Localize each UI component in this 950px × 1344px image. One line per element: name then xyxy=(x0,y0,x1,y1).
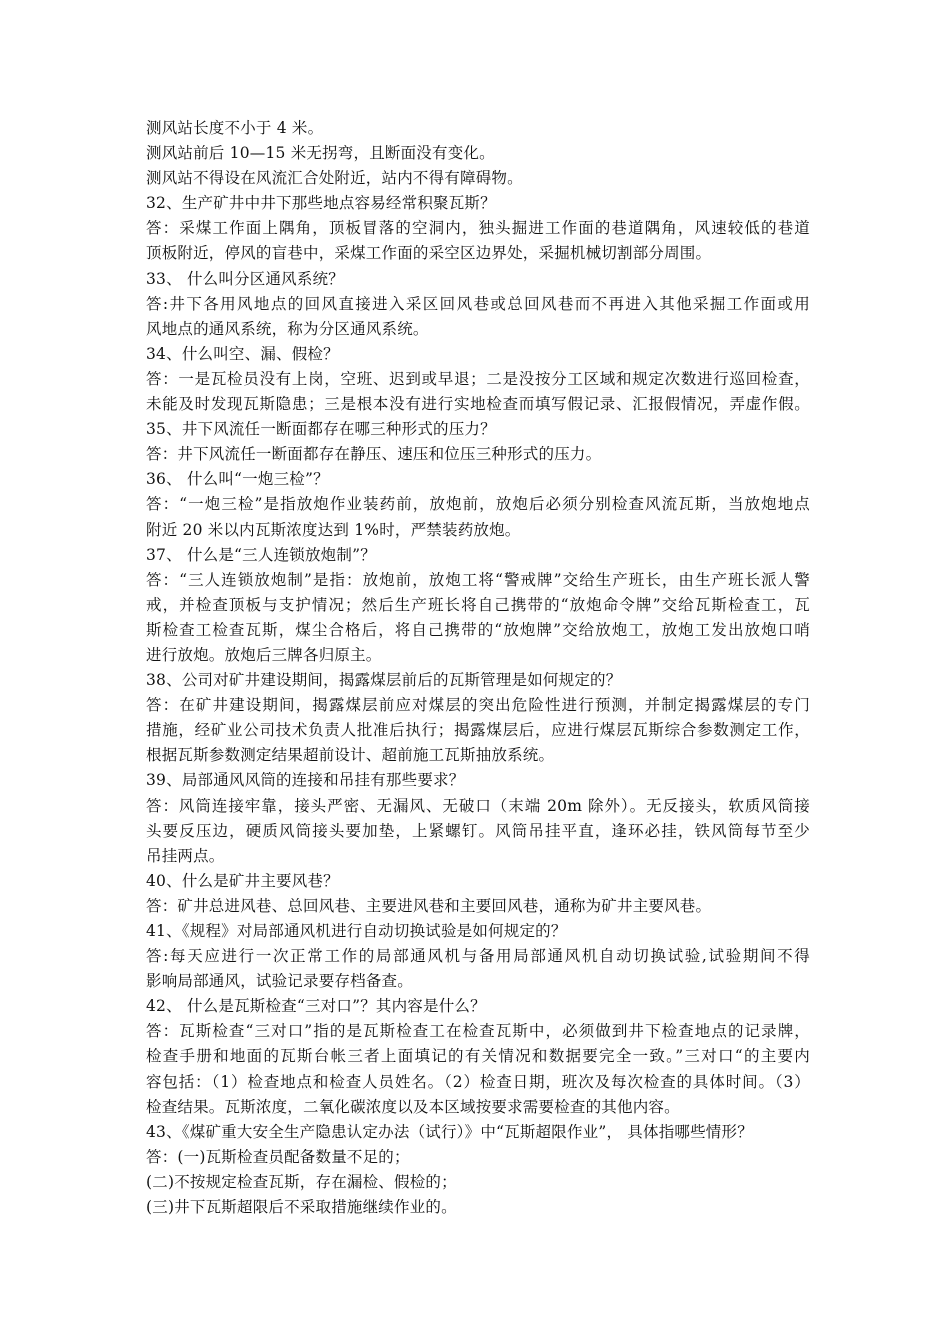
answer-line: 风地点的通风系统，称为分区通风系统。 xyxy=(146,319,429,338)
answer-line: 答：采煤工作面上隅角，顶板冒落的空洞内，独头掘进工作面的巷道隅角，风速较低的巷道 xyxy=(146,219,810,238)
answer-line: 附近 20 米以内瓦斯浓度达到 1%时，严禁装药放炮。 xyxy=(146,520,521,539)
answer-line: 未能及时发现瓦斯隐患；三是根本没有进行实地检查而填写假记录、汇报假情况，弄虚作假。 xyxy=(146,395,810,414)
question-line: 36、 什么叫“一炮三检”？ xyxy=(146,470,329,489)
question-line: 39、局部通风风筒的连接和吊挂有那些要求？ xyxy=(146,771,465,790)
question-line: 40、什么是矿井主要风巷？ xyxy=(146,871,339,890)
document-body xyxy=(146,116,810,1220)
answer-line: 答：瓦斯检查“三对口”指的是瓦斯检查工在检查瓦斯中，必须做到井下检查地点的记录牌， xyxy=(146,1022,810,1041)
question-line: 35、井下风流任一断面都存在哪三种形式的压力？ xyxy=(146,420,496,439)
answer-line: 答：井下风流任一断面都存在静压、速压和位压三种形式的压力。 xyxy=(146,445,602,464)
answer-line: (二)不按规定检查瓦斯，存在漏检、假检的； xyxy=(146,1172,457,1191)
answer-line: 头要反压边，硬质风筒接头要加垫，上紧螺钉。风筒吊挂平直，逢环必挂，铁风筒每节至少 xyxy=(146,821,810,840)
body-line: 测风站长度不小于 4 米。 xyxy=(146,119,324,137)
answer-line: 答：“三人连锁放炮制”是指：放炮前，放炮工将“警戒牌”交给生产班长，由生产班长派人警 xyxy=(146,570,810,589)
answer-line: 根据瓦斯参数测定结果超前设计、超前施工瓦斯抽放系统。 xyxy=(146,746,555,765)
answer-line: 容包括：（1）检查地点和检查人员姓名。（2）检查日期，班次及每次检查的具体时间。（3） xyxy=(146,1072,810,1091)
answer-line: 吊挂两点。 xyxy=(146,846,225,865)
answer-line: 答：在矿井建设期间，揭露煤层前应对煤层的突出危险性进行预测，并制定揭露煤层的专门 xyxy=(146,696,810,715)
answer-line: 顶板附近，停风的盲巷中，采煤工作面的采空区边界处，采掘机械切割部分周围。 xyxy=(146,244,712,263)
answer-line: 措施，经矿业公司技术负责人批准后执行；揭露煤层后，应进行煤层瓦斯综合参数测定工作， xyxy=(146,721,810,740)
answer-line: 答：矿井总进风巷、总回风巷、主要进风巷和主要回风巷，通称为矿井主要风巷。 xyxy=(146,896,712,915)
answer-line: 答:每天应进行一次正常工作的局部通风机与备用局部通风机自动切换试验,试验期间不得 xyxy=(146,947,810,966)
answer-line: 答：(一)瓦斯检查员配备数量不足的； xyxy=(146,1147,410,1166)
body-line: 测风站不得设在风流汇合处附近，站内不得有障碍物。 xyxy=(146,169,523,188)
question-line: 37、 什么是“三人连锁放炮制”？ xyxy=(146,545,376,564)
question-line: 42、 什么是瓦斯检查“三对口”？其内容是什么？ xyxy=(146,997,486,1016)
answer-line: 影响局部通风，试验记录要存档备查。 xyxy=(146,972,413,991)
question-line: 38、公司对矿井建设期间，揭露煤层前后的瓦斯管理是如何规定的？ xyxy=(146,671,622,690)
answer-line: 答：风筒连接牢靠，接头严密、无漏风、无破口（末端 20m 除外）。无反接头，软质风筒接 xyxy=(146,796,810,815)
question-line: 41、《规程》对局部通风机进行自动切换试验是如何规定的？ xyxy=(146,922,567,940)
question-line: 34、什么叫空、漏、假检？ xyxy=(146,344,339,363)
answer-line: (三)井下瓦斯超限后不采取措施继续作业的。 xyxy=(146,1198,457,1217)
body-line: 测风站前后 10—15 米无拐弯，且断面没有变化。 xyxy=(146,144,495,163)
question-line: 32、生产矿井中井下那些地点容易经常积聚瓦斯？ xyxy=(146,194,496,213)
answer-line: 斯检查工检查瓦斯，煤尘合格后，将自己携带的“放炮牌”交给放炮工，放炮工发出放炮口哨 xyxy=(146,620,810,639)
answer-line: 答：一是瓦检员没有上岗，空班、迟到或早退；二是没按分工区域和规定次数进行巡回检查， xyxy=(146,369,810,388)
answer-line: 戒，并检查顶板与支护情况；然后生产班长将自己携带的“放炮命令牌”交给瓦斯检查工，瓦 xyxy=(146,595,810,614)
answer-line: 检查结果。瓦斯浓度，二氧化碳浓度以及本区域按要求需要检查的其他内容。 xyxy=(146,1097,680,1116)
answer-line: 检查手册和地面的瓦斯台帐三者上面填记的有关情况和数据要完全一致。”三对口“的主要内 xyxy=(146,1047,810,1066)
question-line: 43、《煤矿重大安全生产隐患认定办法（试行）》中“瓦斯超限作业”， 具体指哪些情形？ xyxy=(146,1122,753,1141)
answer-line: 进行放炮。放炮后三牌各归原主。 xyxy=(146,645,382,664)
answer-line: 答:井下各用风地点的回风直接进入采区回风巷或总回风巷而不再进入其他采掘工作面或用 xyxy=(146,294,810,313)
question-line: 33、 什么叫分区通风系统？ xyxy=(146,269,344,288)
answer-line: 答：“一炮三检”是指放炮作业装药前，放炮前，放炮后必须分别检查风流瓦斯，当放炮地点 xyxy=(146,495,810,514)
